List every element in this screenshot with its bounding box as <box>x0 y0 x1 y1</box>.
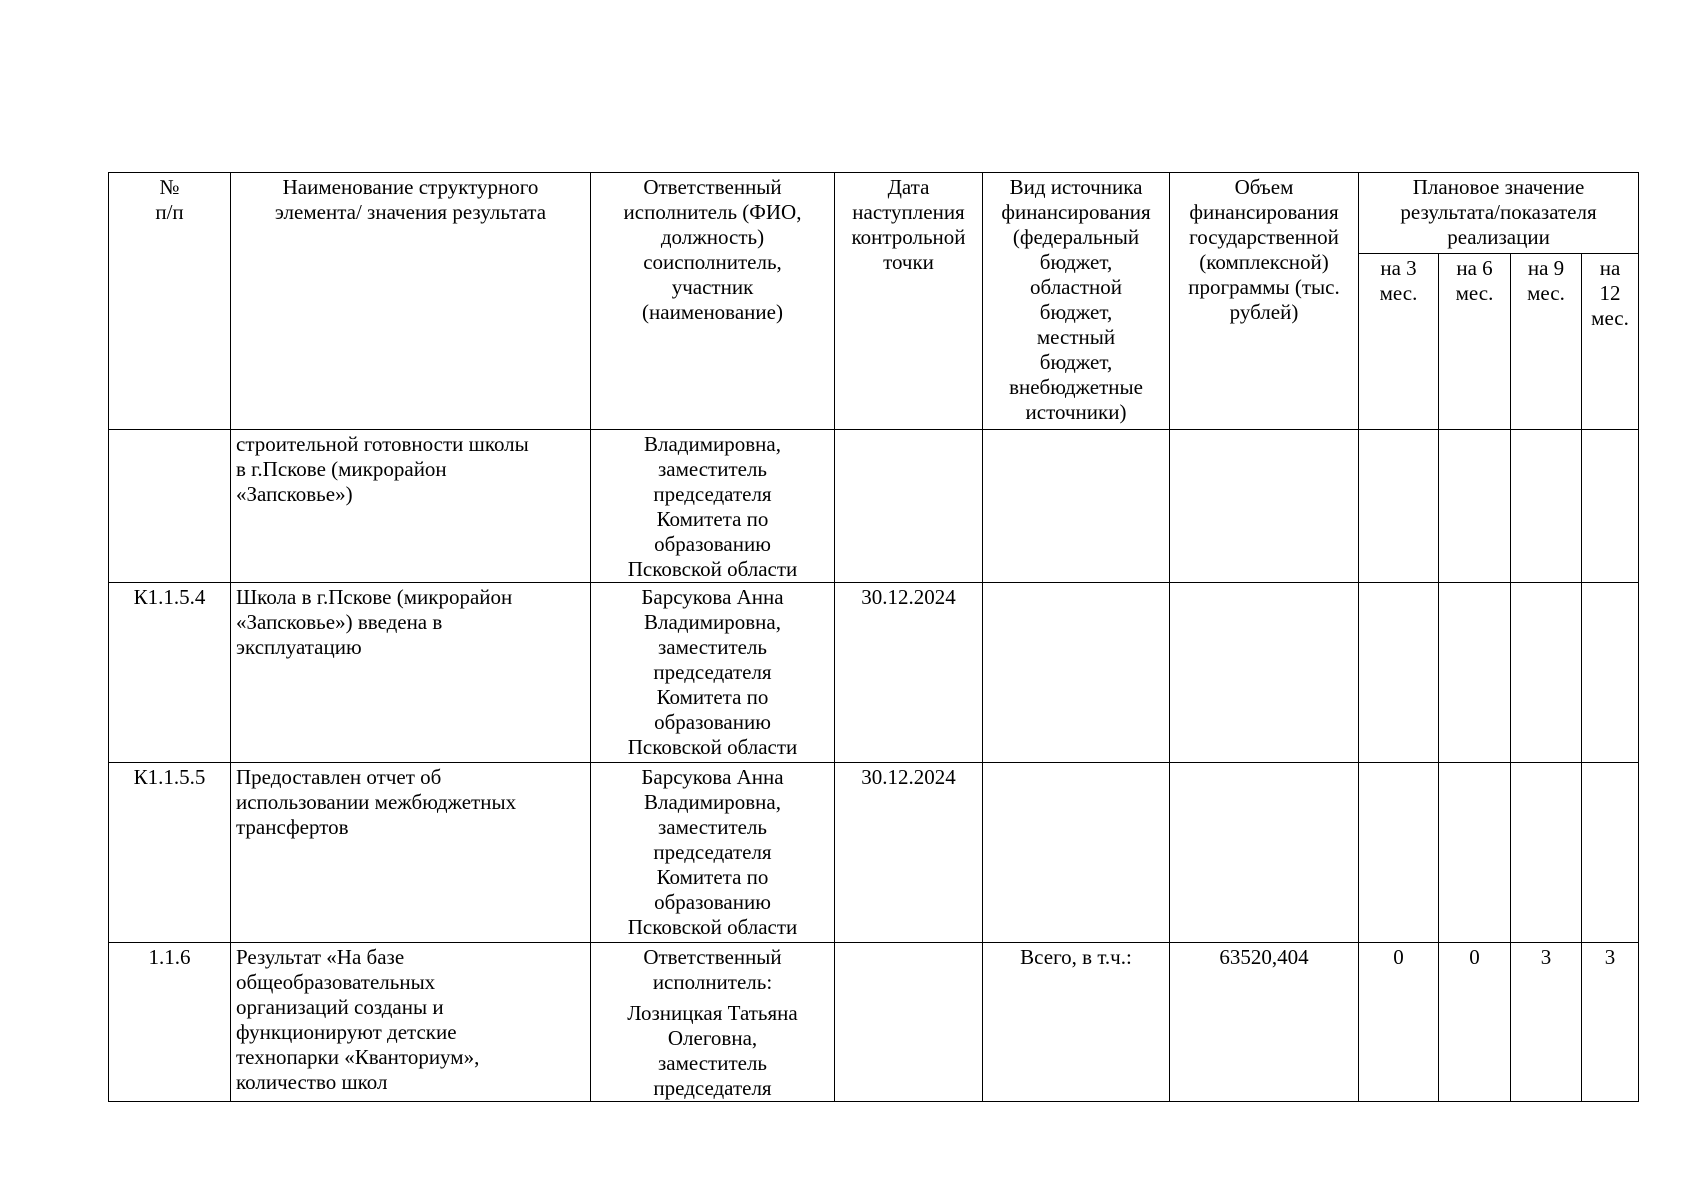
cell-m6 <box>1439 763 1511 943</box>
cell-m6 <box>1439 583 1511 763</box>
cell-responsible <box>591 943 835 1102</box>
cell-m9 <box>1511 583 1582 763</box>
cell-m12 <box>1582 430 1639 583</box>
cell-name: Школа в г.Пскове (микрорайон «Запсковье») введена в эксплуатацию <box>231 583 591 763</box>
table-row <box>109 763 1639 943</box>
header-name: Наименование структурного элемента/ значения результата <box>231 173 591 430</box>
cell-m6: 0 <box>1439 943 1511 1102</box>
header-row-top <box>109 173 1639 254</box>
cell-date <box>835 943 983 1102</box>
table-row <box>109 583 1639 763</box>
cell-name: Результат «На базе общеобразовательных организаций созданы и функционируют детские технопарки «Кванториум», количество школ <box>231 943 591 1102</box>
header-num: № п/п <box>109 173 231 430</box>
header-plan: Плановое значение результата/показателя реализации <box>1359 173 1639 254</box>
header-m9: на 9 мес. <box>1511 254 1582 430</box>
cell-m3: 0 <box>1359 943 1439 1102</box>
cell-m3 <box>1359 763 1439 943</box>
cell-num: К1.1.5.4 <box>109 583 231 763</box>
cell-m12 <box>1582 763 1639 943</box>
cell-volume: 63520,404 <box>1170 943 1359 1102</box>
responsible-label: Ответственный исполнитель: <box>643 945 782 994</box>
cell-volume <box>1170 763 1359 943</box>
cell-source <box>983 763 1170 943</box>
cell-m9: 3 <box>1511 943 1582 1102</box>
cell-m9 <box>1511 430 1582 583</box>
cell-responsible: Владимировна, заместитель председателя Комитета по образованию Псковской области <box>591 430 835 583</box>
cell-m12: 3 <box>1582 943 1639 1102</box>
cell-m3 <box>1359 583 1439 763</box>
cell-name: строительной готовности школы в г.Пскове (микрорайон «Запсковье») <box>231 430 591 583</box>
cell-num: 1.1.6 <box>109 943 231 1102</box>
cell-m3 <box>1359 430 1439 583</box>
header-volume: Объем финансирования государственной (комплексной) программы (тыс. рублей) <box>1170 173 1359 430</box>
cell-source <box>983 583 1170 763</box>
header-m12: на 12 мес. <box>1582 254 1639 430</box>
header-responsible: Ответственный исполнитель (ФИО, должность) соисполнитель, участник (наименование) <box>591 173 835 430</box>
cell-source <box>983 430 1170 583</box>
cell-responsible: Барсукова Анна Владимировна, заместитель председателя Комитета по образованию Псковской области <box>591 763 835 943</box>
program-table <box>108 172 1639 1102</box>
cell-date: 30.12.2024 <box>835 583 983 763</box>
cell-responsible: Барсукова Анна Владимировна, заместитель председателя Комитета по образованию Псковской области <box>591 583 835 763</box>
cell-date <box>835 430 983 583</box>
cell-volume <box>1170 430 1359 583</box>
header-date: Дата наступления контрольной точки <box>835 173 983 430</box>
cell-num: К1.1.5.5 <box>109 763 231 943</box>
cell-m6 <box>1439 430 1511 583</box>
cell-m9 <box>1511 763 1582 943</box>
table-row <box>109 943 1639 1102</box>
table-row <box>109 430 1639 583</box>
header-m6: на 6 мес. <box>1439 254 1511 430</box>
responsible-person: Лозницкая Татьяна Олеговна, заместитель председателя <box>627 1001 798 1100</box>
header-source: Вид источника финансирования (федеральный бюджет, областной бюджет, местный бюджет, внебюджетные источники) <box>983 173 1170 430</box>
header-m3: на 3 мес. <box>1359 254 1439 430</box>
cell-source: Всего, в т.ч.: <box>983 943 1170 1102</box>
cell-num <box>109 430 231 583</box>
cell-volume <box>1170 583 1359 763</box>
cell-date: 30.12.2024 <box>835 763 983 943</box>
cell-name: Предоставлен отчет об использовании межбюджетных трансфертов <box>231 763 591 943</box>
cell-m12 <box>1582 583 1639 763</box>
